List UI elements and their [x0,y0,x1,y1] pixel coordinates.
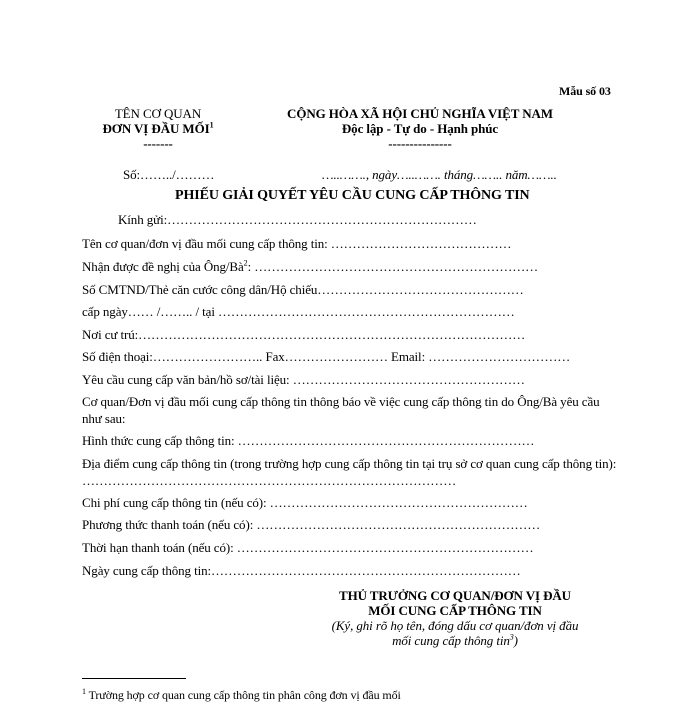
agency-name-line: TÊN CƠ QUAN [114,106,202,121]
field-issue-date: cấp ngày…… /…….. / tại …………………………………………………………… [82,304,515,319]
nation-motto: Độc lập - Tự do - Hạnh phúc [341,121,499,136]
signature-title-1: THỦ TRƯỞNG CƠ QUAN/ĐƠN VỊ ĐẦU [339,588,571,603]
document-number: Số:……../……… [123,167,215,182]
signature-note-2 [300,633,610,648]
footnote-text: Trường hợp cơ quan cung cấp thông tin phân công đơn vị đầu mối [85,688,401,702]
footnote [82,688,401,703]
field-method: Hình thức cung cấp thông tin: …………………………………………………………… [82,433,535,448]
field-payment-deadline: Thời hạn thanh toán (nếu có): …………………………………………………………… [82,540,534,555]
field-request-from-suffix: : ………………………………………………………… [247,259,539,274]
field-id-number: Số CMTND/Thẻ căn cước công dân/Hộ chiếu………………………………………… [82,282,524,297]
footnote-mark: 1 [82,687,86,696]
footnote-ref-1: 1 [209,120,214,130]
field-kinh-gui: Kính gửi:……………………………………………………………… [118,212,477,227]
field-request-from [82,258,622,275]
nation-rule: --------------- [388,136,452,151]
signature-note-1: (Ký, ghi rõ họ tên, đóng dấu cơ quan/đơn vị đầu [331,618,579,633]
signature-note-2-text: mối cung cấp thông tin [392,633,510,648]
field-cost: Chi phí cung cấp thông tin (nếu có): …………………………………………………… [82,495,528,510]
document-date: …..……., ngày…..……. tháng…….. năm…….. [322,167,557,182]
form-number: Mẫu số 03 [559,84,611,98]
field-provision-date: Ngày cung cấp thông tin:……………………………………………………………… [82,563,521,578]
agency-unit-text: ĐƠN VỊ ĐẦU MỐI [102,121,210,136]
agency-header [98,106,218,151]
agency-rule: ------- [143,136,173,151]
field-phone: Số điện thoại:…………………….. Fax…………………… Email: …………………………… [82,349,571,364]
field-location: Địa điểm cung cấp thông tin (trong trường hợp cung cấp thông tin tại trụ sở cơ quan cung cấp thông tin): …………………………………………………………………………… [82,456,617,488]
field-residence: Nơi cư trú:……………………………………………………………………………… [82,327,526,342]
signature-title-2: MỐI CUNG CẤP THÔNG TIN [368,603,542,618]
nation-title: CỘNG HÒA XÃ HỘI CHỦ NGHĨA VIỆT NAM [287,106,553,121]
signature-block [300,588,610,648]
footnote-ref-2: 2 [243,258,248,268]
signature-note-2-close: ) [513,633,518,648]
footnote-ref-3: 3 [509,632,514,642]
field-notice: Cơ quan/Đơn vị đầu mối cung cấp thông tin thông báo về việc cung cấp thông tin do Ông/Bà yêu cầu như sau: [82,394,600,426]
document-title: PHIẾU GIẢI QUYẾT YÊU CẦU CUNG CẤP THÔNG TIN [175,188,530,203]
agency-unit-line [98,121,218,136]
field-request-from-prefix: Nhận được đề nghị của Ông/Bà [82,259,244,274]
field-payment-method: Phương thức thanh toán (nếu có): ………………………………………………………… [82,517,541,532]
field-requested-docs: Yêu cầu cung cấp văn bản/hồ sơ/tài liệu: ……………………………………………… [82,372,525,387]
field-agency-name: Tên cơ quan/đơn vị đầu mối cung cấp thông tin: …………………………………… [82,236,512,251]
national-header [270,106,570,151]
footnote-divider [82,678,186,679]
